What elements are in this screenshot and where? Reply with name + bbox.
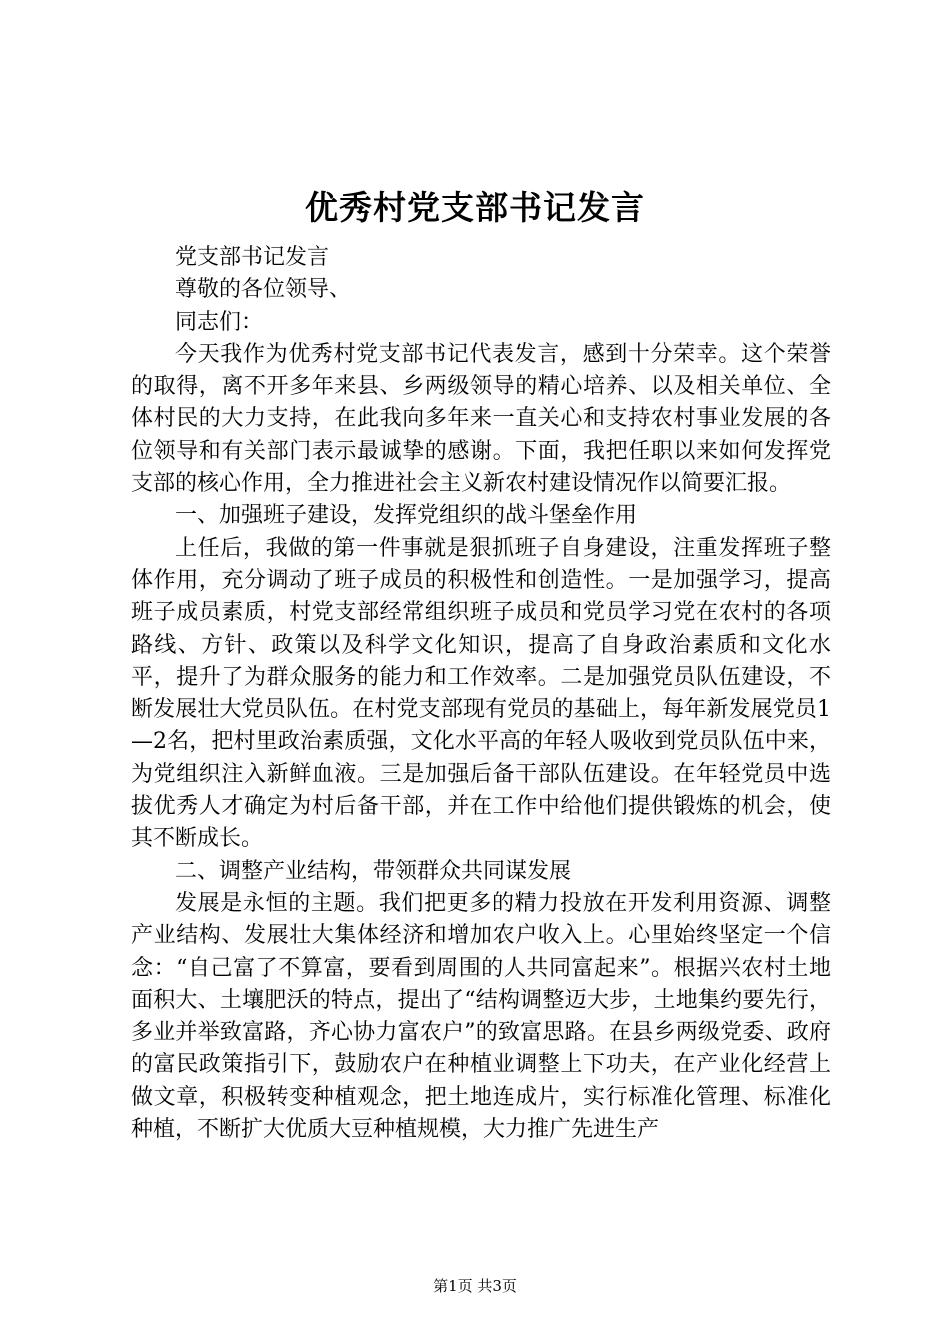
paragraph-section-1: 上任后，我做的第一件事就是狠抓班子自身建设，注重发挥班子整体作用，充分调动了班子成员的积极性和创造性。一是加强学习，提高班子成员素质，村党支部经常组织班子成员和党员学习党在农村的各项路线、方针、政策以及科学文化知识，提高了自身政治素质和文化水平，提升了为群众服务的能力和工作效率。二是加强党员队伍建设，不断发展壮大党员队伍。在村党支部现有党员的基础上，每年新发展党员1—2名，把村里政治素质强，文化水平高的年轻人吸收到党员队伍中来，为党组织注入新鲜血液。三是加强后备干部队伍建设。在年轻党员中选拔优秀人才确定为村后备干部，并在工作中给他们提供锻炼的机会，使其不断成长。 — [131, 535, 831, 852]
paragraph-section-2: 发展是永恒的主题。我们把更多的精力投放在开发利用资源、调整产业结构、发展壮大集体经济和增加农户收入上。心里始终坚定一个信念：“自己富了不算富，要看到周围的人共同富起来”。根据兴农村土地面积大、土壤肥沃的特点，提出了“结构调整迈大步，土地集约要先行，多业并举致富路，齐心协力富农户”的致富思路。在县乡两级党委、政府的富民政策指引下，鼓励农户在种植业调整上下功夫，在产业化经营上做文章，积极转变种植观念，把土地连成片，实行标准化管理、标准化种植，不断扩大优质大豆种植规模，大力推广先进生产 — [131, 890, 831, 1143]
paragraph-heading: 党支部书记发言 — [175, 245, 330, 270]
page-number-footer: 第1页 共3页 — [433, 1277, 517, 1295]
section-heading-1: 一、加强班子建设，发挥党组织的战斗堡垒作用 — [175, 503, 638, 529]
section-heading-2: 二、调整产业结构，带领群众共同谋发展 — [175, 858, 572, 884]
salutation-line-2: 同志们： — [175, 309, 264, 335]
document-title: 优秀村党支部书记发言 — [305, 188, 645, 227]
document-body — [131, 242, 831, 1146]
salutation-line-1: 尊敬的各位领导、 — [175, 277, 352, 303]
paragraph-intro: 今天我作为优秀村党支部书记代表发言，感到十分荣幸。这个荣誉的取得，离不开多年来县、乡两级领导的精心培养、以及相关单位、全体村民的大力支持，在此我向多年来一直关心和支持农村事业发展的各位领导和有关部门表示最诚挚的感谢。下面，我把任职以来如何发挥党支部的核心作用，全力推进社会主义新农村建设情况作以简要汇报。 — [131, 341, 831, 497]
